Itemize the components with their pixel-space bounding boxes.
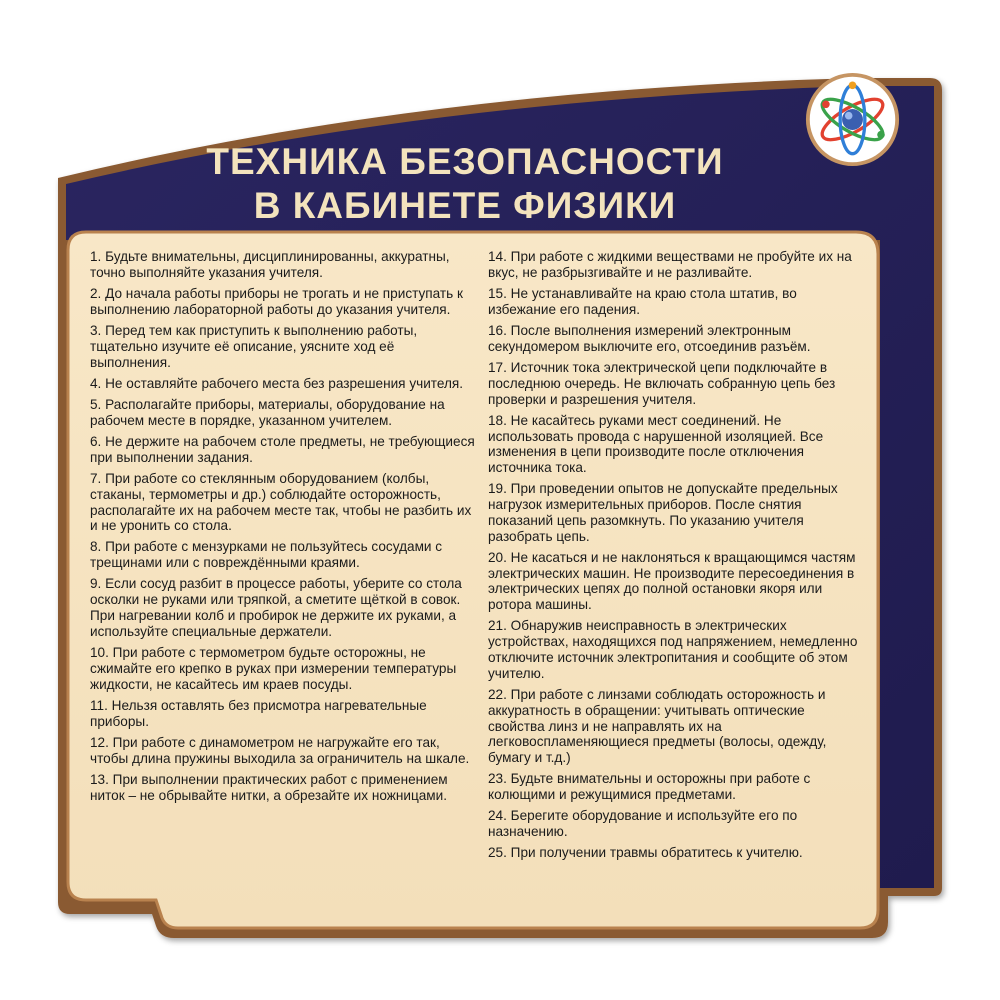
rule-item: 7. При работе со стеклянным оборудованием (колбы, стаканы, термометры и др.) соблюдайте осторожность, располагайте их на рабочем месте так, чтобы не разбить их и не уронить со стола. <box>90 470 472 534</box>
rule-item: 2. До начала работы приборы не трогать и не приступать к выполнению лабораторной работы до указания учителя. <box>90 285 463 317</box>
page-title <box>120 140 810 228</box>
rule-item: 5. Располагайте приборы, материалы, оборудование на рабочем месте в порядке, указанном учителем. <box>90 396 445 428</box>
rules-right-column <box>488 249 860 867</box>
rule-item: 10. При работе с термометром будьте осторожны, не сжимайте его крепко в руках при измерении температуры жидкости, не касайтесь им краев посуды. <box>90 645 457 692</box>
rule-item: 21. Обнаружив неисправность в электрических устройствах, находящихся под напряжением, немедленно отключите источник электропитания и сообщите об этом учителю. <box>488 618 858 681</box>
rule-item: 25. При получении травмы обратитесь к учителю. <box>488 845 803 861</box>
rule-item: 12. При работе с динамометром не нагружайте его так, чтобы длина пружины выходила за ограничитель на шкале. <box>90 734 470 766</box>
rule-item: 6. Не держите на рабочем столе предметы, не требующиеся при выполнении задания. <box>90 433 475 465</box>
rule-item: 15. Не устанавливайте на краю стола штатив, во избежание его падения. <box>488 285 797 317</box>
title-line-2: В КАБИНЕТЕ ФИЗИКИ <box>253 185 677 226</box>
rule-item: 18. Не касайтесь руками мест соединений. Не использовать провода с нарушенной изоляцией. Все изменения в цепи производите после отключения источника тока. <box>488 412 824 476</box>
rule-item: 1. Будьте внимательны, дисциплинированны, аккуратны, точно выполняйте указания учителя. <box>90 249 450 280</box>
rule-item: 9. Если сосуд разбит в процессе работы, уберите со стола осколки не руками или тряпкой, а сметите щёткой в совок. При нагревании колб и пробирок не держите их руками, а используйте специальные держатели. <box>90 576 462 639</box>
rule-item: 4. Не оставляйте рабочего места без разрешения учителя. <box>90 375 464 391</box>
rule-item: 16. После выполнения измерений электронным секундомером выключите его, отсоединив разъём. <box>488 322 811 354</box>
rule-item: 11. Нельзя оставлять без присмотра нагревательные приборы. <box>90 697 427 729</box>
rule-item: 14. При работе с жидкими веществами не пробуйте их на вкус, не разбрызгивайте и не разливайте. <box>488 249 852 280</box>
rule-item: 23. Будьте внимательны и осторожны при работе с колющими и режущимися предметами. <box>488 771 811 803</box>
rule-item: 8. При работе с мензурками не пользуйтесь сосудами с трещинами или с повреждёнными краями. <box>90 539 443 571</box>
rules-left-column <box>90 249 475 809</box>
rule-item: 3. Перед тем как приступить к выполнению работы, тщательно изучите её описание, уясните ход её выполнения. <box>90 322 418 370</box>
atom-icon <box>805 72 900 167</box>
rule-item: 20. Не касаться и не наклоняться к вращающимся частям электрических машин. Не производите пересоединения в электрических цепях до полной остановки якоря или ротора машины. <box>488 549 856 613</box>
rule-item: 13. При выполнении практических работ с применением ниток – не обрывайте нитки, а обрезайте их ножницами. <box>90 771 448 803</box>
rule-item: 17. Источник тока электрической цепи подключайте в последнюю очередь. Не включать собранную цепь без проверки и разрешения учителя. <box>488 359 836 407</box>
rule-item: 22. При работе с линзами соблюдать осторожность и аккуратность в обращении: учитывать оптические свойства линз и не направлять их на легковоспламеняющиеся предметы (волосы, одежду, бумагу и т.д.) <box>488 687 827 766</box>
title-line-1: ТЕХНИКА БЕЗОПАСНОСТИ <box>206 141 724 182</box>
rule-item: 19. При проведении опытов не допускайте предельных нагрузок измерительных приборов. После снятия показаний цепь разомкнуть. По указанию учителя разобрать цепь. <box>488 481 838 544</box>
rule-item: 24. Берегите оборудование и используйте его по назначению. <box>488 808 798 840</box>
